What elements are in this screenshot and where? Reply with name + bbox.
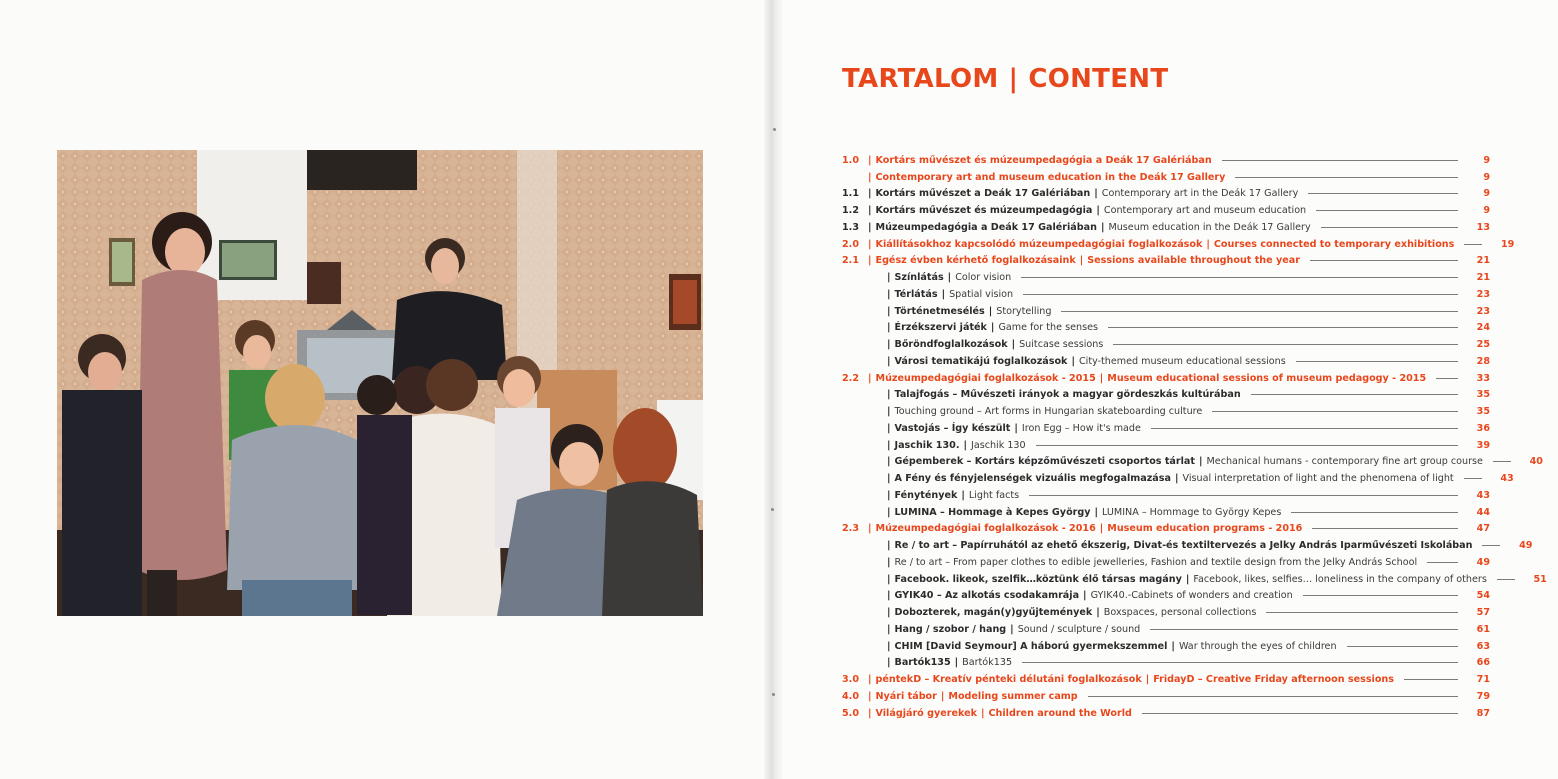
left-page [0,0,772,779]
toc-hungarian-title: Fénytények [894,489,958,501]
toc-page-number: 49 [1476,556,1490,568]
toc-text [895,557,1418,568]
toc-leader-line [1235,177,1458,178]
toc-page-number: 13 [1476,221,1490,233]
toc-separator: | [954,657,959,669]
toc-bar: | [868,154,872,166]
toc-separator: | [961,489,965,501]
toc-entry [842,554,1490,571]
toc-entry [842,336,1490,353]
toc-english-title: Sessions available throughout the year [1087,255,1300,267]
toc-english-title: Color vision [955,272,1012,284]
toc-entry [842,588,1490,605]
toc-entry [842,303,1490,320]
toc-entry [842,269,1490,286]
toc-separator: | [941,288,946,300]
toc-page-number: 66 [1476,657,1490,669]
toc-text [876,172,1226,183]
toc-hungarian-title: Kortárs művészet a Deák 17 Galériában [875,188,1091,200]
toc-page-number: 9 [1483,154,1490,166]
toc-text [876,205,1307,216]
toc-page-number: 63 [1476,640,1490,652]
toc-page-number: 9 [1483,205,1490,217]
toc-text [895,574,1487,585]
toc-number: 3.0 [842,674,859,686]
toc-text [876,155,1212,166]
toc-english-title: GYIK40.-Cabinets of wonders and creation [1090,590,1293,602]
toc-hungarian-title: péntekD – Kreatív pénteki délutáni foglalkozások [875,674,1142,686]
paper-speck [771,508,774,511]
toc-leader-line [1464,244,1482,245]
toc-page-number: 87 [1476,707,1490,719]
toc-english-title: Game for the senses [998,322,1098,334]
toc-text [876,239,1455,250]
toc-english-title: Iron Egg – How it's made [1021,422,1141,434]
toc-hungarian-title: Térlátás [894,288,938,300]
toc-separator: | [990,322,995,334]
toc-bar: | [868,674,872,686]
toc-hungarian-title: Contemporary art and museum education in the Deák 17 Gallery [875,171,1226,183]
toc-leader-line [1113,344,1458,345]
toc-text [895,440,1026,451]
toc-bar: | [887,305,891,317]
toc-page-number: 9 [1483,188,1490,200]
toc-leader-line [1321,227,1458,228]
toc-separator: | [1014,422,1018,434]
toc-hungarian-title: Érzékszervi játék [894,322,987,334]
toc-page-number: 19 [1501,238,1515,250]
toc-entry [842,286,1490,303]
toc-entry [842,152,1490,169]
toc-bar: | [868,238,872,250]
toc-text [895,624,1141,635]
toc-leader-line [1142,713,1458,714]
toc-english-title: Boxspaces, personal collections [1103,607,1257,619]
toc-bar: | [868,523,872,535]
toc-bar: | [887,406,891,418]
title-separator: | [1008,64,1019,94]
toc-text [895,456,1483,467]
toc-bar: | [887,272,891,284]
toc-entry [842,387,1490,404]
toc-leader-line [1312,528,1458,529]
toc-separator: | [1199,456,1203,468]
toc-entry [842,638,1490,655]
toc-page-number: 49 [1519,540,1533,552]
toc-bar: | [868,372,872,384]
toc-page-number: 44 [1476,506,1490,518]
toc-english-title: City-themed museum educational sessions [1078,355,1286,367]
toc-leader-line [1308,193,1458,194]
toc-separator: | [940,690,945,702]
toc-entry [842,202,1490,219]
toc-leader-line [1291,512,1458,513]
toc-hungarian-title: Múzeumpedagógiai foglalkozások - 2015 [875,372,1096,384]
toc-text [895,339,1104,350]
toc-english-title: Museum education programs - 2016 [1107,523,1303,535]
toc-number: 2.3 [842,523,859,535]
toc-bar: | [868,205,872,217]
toc-bar: | [887,540,891,552]
toc-leader-line [1464,478,1482,479]
toc-text [895,423,1141,434]
toc-entry [842,186,1490,203]
toc-english-title: Modeling summer camp [948,690,1078,702]
toc-bar: | [887,607,891,619]
toc-entry [842,621,1490,638]
toc-hungarian-title: A Fény és fényjelenségek vizuális megfogalmazása [894,473,1171,485]
toc-hungarian-title: Hang / szobor / hang [894,623,1007,635]
toc-entry [842,253,1490,270]
toc-bar: | [887,473,891,485]
toc-separator: | [1094,188,1098,200]
toc-hungarian-title: Bőröndfoglalkozások [894,339,1008,351]
toc-leader-line [1310,260,1458,261]
toc-page-number: 36 [1476,422,1490,434]
toc-bar: | [887,422,891,434]
toc-number: 2.2 [842,372,859,384]
toc-separator: | [1083,590,1087,602]
toc-hungarian-title: LUMINA – Hommage à Kepes György [894,506,1091,518]
toc-hungarian-title: Vastojás – Így készült [894,422,1011,434]
toc-text [876,255,1300,266]
toc-leader-line [1061,311,1458,312]
toc-leader-line [1023,294,1458,295]
toc-separator: | [1206,238,1210,250]
toc-page-number: 21 [1476,272,1490,284]
toc-separator: | [1099,523,1104,535]
photo-children-in-gallery [57,150,703,616]
toc-bar: | [887,456,891,468]
toc-page-number: 35 [1476,389,1490,401]
toc-separator: | [1079,255,1084,267]
toc-separator: | [1094,506,1099,518]
toc-english-title: Visual interpretation of light and the phenomena of light [1182,473,1454,485]
toc-text [895,389,1241,400]
toc-bar: | [887,288,891,300]
toc-leader-line [1404,679,1458,680]
toc-bar: | [887,573,891,585]
toc-leader-line [1088,696,1458,697]
toc-text [876,523,1303,534]
toc-english-title: Courses connected to temporary exhibitions [1213,238,1455,250]
toc-text [895,406,1203,417]
toc-text [876,222,1311,233]
paper-speck [772,693,775,696]
toc-leader-line [1029,495,1458,496]
toc-page-number: 9 [1483,171,1490,183]
toc-hungarian-title: Egész évben kérhető foglalkozásaink [875,255,1076,267]
toc-separator: | [1011,339,1016,351]
toc-separator: | [1010,623,1014,635]
toc-page-number: 39 [1476,439,1490,451]
toc-separator: | [988,305,993,317]
toc-leader-line [1022,662,1458,663]
toc-leader-line [1316,210,1458,211]
toc-entry [842,169,1490,186]
toc-hungarian-title: Városi tematikájú foglalkozások [894,355,1068,367]
toc-hungarian-title: Nyári tábor [875,690,937,702]
toc-separator: | [1099,372,1104,384]
toc-bar: | [868,171,872,183]
toc-leader-line [1222,160,1458,161]
toc-english-title: Touching ground – Art forms in Hungarian skateboarding culture [894,406,1203,418]
toc-bar: | [887,556,891,568]
toc-entry [842,370,1490,387]
toc-text [895,607,1257,618]
toc-number: 5.0 [842,707,859,719]
toc-english-title: Spatial vision [949,288,1014,300]
toc-page-number: 21 [1476,255,1490,267]
toc-text [895,540,1473,551]
toc-leader-line [1108,327,1458,328]
toc-entry [842,705,1490,722]
toc-bar: | [887,590,891,602]
toc-hungarian-title: Re / to art – Papírruhától az ehető ékszerig, Divat-és textiltervezés a Jelky András Iparművészeti Iskolában [894,540,1473,552]
toc-separator: | [1171,640,1175,652]
toc-leader-line [1347,646,1458,647]
toc-leader-line [1436,378,1458,379]
toc-leader-line [1493,461,1511,462]
toc-entry [842,320,1490,337]
toc-entry [842,420,1490,437]
toc-text [876,188,1299,199]
toc-leader-line [1021,277,1458,278]
toc-bar: | [887,506,891,518]
toc-english-title: Sound / sculpture / sound [1017,623,1141,635]
toc-page-number: 61 [1476,623,1490,635]
toc-bar: | [887,489,891,501]
toc-bar: | [887,355,891,367]
toc-page-number: 54 [1476,590,1490,602]
toc-entry [842,655,1490,672]
toc-entry [842,219,1490,236]
title-hu: TARTALOM [842,64,999,94]
toc-number: 1.1 [842,188,859,200]
toc-english-title: Re / to art – From paper clothes to edible jewelleries, Fashion and textile design from the Jelky András School [894,556,1418,568]
toc-leader-line [1303,595,1458,596]
toc-bar: | [887,339,891,351]
toc-text [895,356,1286,367]
toc-page-number: 51 [1533,573,1547,585]
toc-leader-line [1427,562,1458,563]
toc-number: 1.0 [842,154,859,166]
toc-bar: | [868,255,872,267]
toc-hungarian-title: Talajfogás – Művészeti irányok a magyar gördeszkás kultúrában [894,389,1241,401]
toc-english-title: Contemporary art in the Deák 17 Gallery [1101,188,1299,200]
toc-english-title: Museum education in the Deák 17 Gallery [1108,221,1311,233]
toc-bar: | [868,188,872,200]
toc-english-title: Jaschik 130 [970,439,1026,451]
toc-text [895,473,1454,484]
toc-page-number: 71 [1476,674,1490,686]
toc-separator: | [963,439,967,451]
toc-english-title: Facebook, likes, selfies… loneliness in the company of others [1193,573,1487,585]
toc-leader-line [1296,361,1458,362]
toc-hungarian-title: CHIM [David Seymour] A háború gyermekszemmel [894,640,1168,652]
toc-english-title: Bartók135 [962,657,1013,669]
toc-separator: | [1096,205,1100,217]
toc-hungarian-title: Kiállításokhoz kapcsolódó múzeumpedagógiai foglalkozások [875,238,1203,250]
toc-entry [842,504,1490,521]
toc-entry [842,403,1490,420]
toc-separator: | [1096,607,1100,619]
toc-leader-line [1036,445,1458,446]
toc-text [895,490,1020,501]
toc-hungarian-title: Történetmesélés [894,305,985,317]
toc-separator: | [1145,674,1150,686]
toc-text [895,322,1098,333]
toc-page-number: 33 [1476,372,1490,384]
toc-page-number: 23 [1476,305,1490,317]
toc-text [876,674,1394,685]
toc-text [895,590,1293,601]
toc-separator: | [947,272,952,284]
toc-entry [842,353,1490,370]
toc-text [895,272,1012,283]
toc-number: 1.3 [842,221,859,233]
table-of-contents [842,152,1547,722]
toc-page-number: 28 [1476,355,1490,367]
toc-text [876,708,1132,719]
toc-entry [842,470,1514,487]
toc-bar: | [887,322,891,334]
toc-entry [842,454,1543,471]
toc-separator: | [1071,355,1075,367]
toc-hungarian-title: Dobozterek, magán(y)gyűjtemények [894,607,1093,619]
toc-bar: | [887,640,891,652]
toc-entry [842,236,1515,253]
toc-bar: | [887,389,891,401]
toc-bar: | [887,439,891,451]
toc-text [895,289,1014,300]
toc-hungarian-title: Világjáró gyerekek [875,707,977,719]
toc-leader-line [1266,612,1458,613]
toc-leader-line [1212,411,1458,412]
toc-bar: | [887,623,891,635]
toc-number: 2.1 [842,255,859,267]
toc-english-title: Museum educational sessions of museum pedagogy - 2015 [1107,372,1427,384]
toc-text [895,641,1337,652]
toc-entry [842,487,1490,504]
toc-hungarian-title: Múzeumpedagógia a Deák 17 Galériában [875,221,1097,233]
toc-leader-line [1150,629,1458,630]
toc-hungarian-title: Múzeumpedagógiai foglalkozások - 2016 [875,523,1096,535]
toc-english-title: War through the eyes of children [1178,640,1337,652]
toc-english-title: Storytelling [996,305,1052,317]
toc-hungarian-title: Színlátás [894,272,944,284]
toc-english-title: Suitcase sessions [1019,339,1104,351]
toc-separator: | [1174,473,1179,485]
toc-number: 2.0 [842,238,859,250]
toc-text [895,306,1052,317]
toc-page-number: 79 [1476,690,1490,702]
toc-entry [842,571,1547,588]
toc-leader-line [1151,428,1458,429]
toc-separator: | [981,707,985,719]
content-title [842,64,1168,94]
toc-page-number: 23 [1476,288,1490,300]
toc-hungarian-title: Gépemberek – Kortárs képzőművészeti csoportos tárlat [894,456,1195,468]
toc-english-title: Mechanical humans - contemporary fine art group course [1206,456,1483,468]
toc-page-number: 47 [1476,523,1490,535]
toc-leader-line [1497,579,1515,580]
toc-entry [842,437,1490,454]
toc-hungarian-title: Kortárs művészet és múzeumpedagógia a Deák 17 Galériában [875,154,1212,166]
toc-entry [842,671,1490,688]
toc-english-title: Children around the World [988,707,1132,719]
toc-hungarian-title: GYIK40 – Az alkotás csodakamrája [894,590,1080,602]
toc-page-number: 35 [1476,406,1490,418]
toc-english-title: Contemporary art and museum education [1103,205,1307,217]
toc-page-number: 25 [1476,339,1490,351]
toc-bar: | [887,657,891,669]
toc-text [876,373,1427,384]
toc-hungarian-title: Bartók135 [894,657,951,669]
toc-hungarian-title: Jaschik 130. [894,439,960,451]
toc-text [876,691,1078,702]
toc-entry [842,688,1490,705]
toc-number: 1.2 [842,205,859,217]
title-en: CONTENT [1028,64,1169,94]
toc-bar: | [868,707,872,719]
toc-bar: | [868,221,872,233]
toc-page-number: 43 [1500,473,1514,485]
toc-leader-line [1251,394,1458,395]
toc-page-number: 24 [1476,322,1490,334]
toc-number: 4.0 [842,690,859,702]
toc-page-number: 57 [1476,607,1490,619]
toc-separator: | [1100,221,1105,233]
toc-english-title: Light facts [968,489,1020,501]
toc-text [895,507,1282,518]
toc-hungarian-title: Kortárs művészet és múzeumpedagógia [875,205,1093,217]
toc-entry [842,537,1533,554]
toc-hungarian-title: Facebook. likeok, szelfik…köztünk élő társas magány [894,573,1182,585]
toc-separator: | [1185,573,1190,585]
toc-text [895,657,1013,668]
toc-entry [842,521,1490,538]
toc-english-title: LUMINA – Hommage to György Kepes [1102,506,1282,518]
toc-page-number: 40 [1529,456,1543,468]
book-gutter [764,0,782,779]
toc-page-number: 43 [1476,489,1490,501]
toc-entry [842,604,1490,621]
paper-speck [773,128,776,131]
toc-english-title: FridayD – Creative Friday afternoon sessions [1153,674,1394,686]
toc-bar: | [868,690,872,702]
toc-leader-line [1482,545,1500,546]
